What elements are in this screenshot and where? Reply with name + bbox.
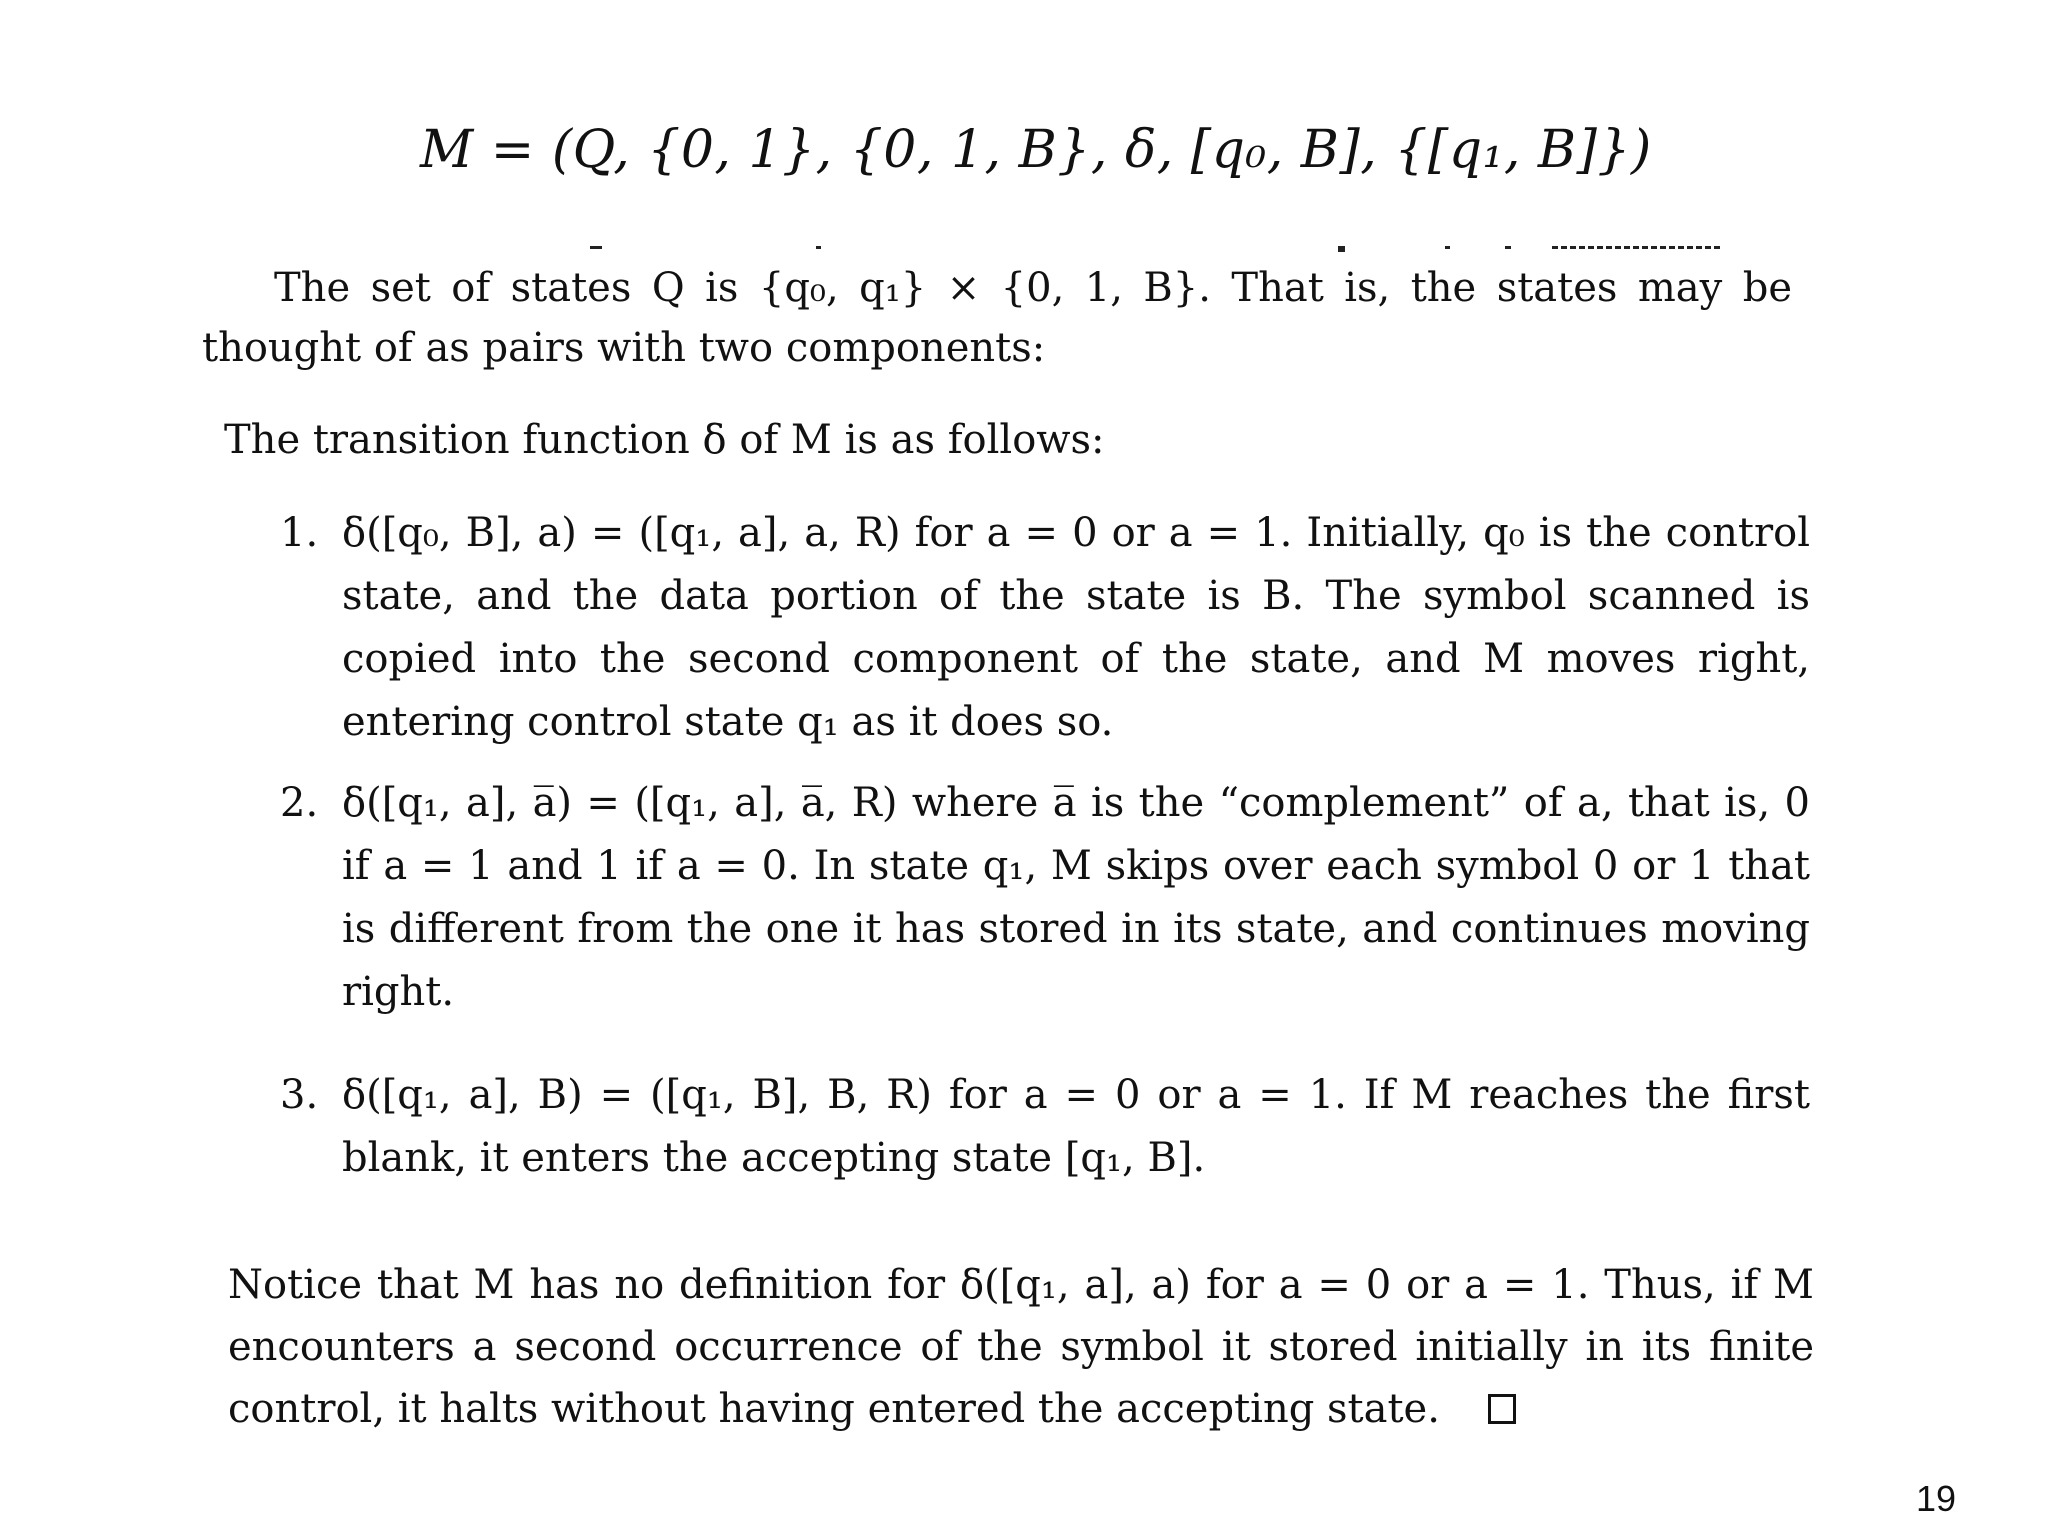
- notice-text: Notice that M has no definition for δ([q₁, a], a) for a = 0 or a = 1. Thus, if M encounters a second occurrence of the symbol it stored initially in its finite control, it halts without having entered the accepting state.: [228, 1262, 1814, 1432]
- scan-mark: [590, 246, 602, 249]
- scan-mark: [816, 246, 821, 249]
- notice-paragraph: [228, 1254, 1814, 1440]
- scan-mark: [1552, 246, 1720, 249]
- scan-mark: [1338, 246, 1345, 252]
- item-text: δ([q₀, B], a) = ([q₁, a], a, R) for a = 0 or a = 1. Initially, q₀ is the control state, and the data portion of the state is B. The symbol scanned is copied into the second component of the state, and M moves right, entering control state q₁ as it does so.: [342, 510, 1810, 745]
- item-text: δ([q₁, a], B) = ([q₁, B], B, R) for a = 0 or a = 1. If M reaches the first blank, it enters the accepting state [q₁, B].: [342, 1072, 1810, 1181]
- item-text: δ([q₁, a], a̅) = ([q₁, a], a̅, R) where a̅ is the “complement” of a, that is, 0 if a = 1 and 1 if a = 0. In state q₁, M skips over each symbol 0 or 1 that is different from the one it has stored in its state, and continues moving right.: [342, 780, 1810, 1015]
- scan-mark: [1445, 246, 1450, 249]
- item-number: 1.: [280, 510, 319, 556]
- transition-item-3: [270, 1064, 1810, 1224]
- machine-definition: M = (Q, {0, 1}, {0, 1, B}, δ, [q₀, B], {[q₁, B]}): [420, 120, 1652, 180]
- transition-list: [270, 502, 1810, 1224]
- transition-item-1: [270, 502, 1810, 772]
- scan-mark: [1505, 246, 1511, 249]
- item-number: 2.: [280, 780, 319, 826]
- states-paragraph: The set of states Q is {q₀, q₁} × {0, 1, B}. That is, the states may be thought of as pairs with two components:: [202, 265, 1792, 371]
- item-number: 3.: [280, 1072, 319, 1118]
- page-number: 19: [1915, 1478, 1956, 1519]
- scan-artifact-marks: [590, 246, 1720, 254]
- transition-intro: The transition function δ of M is as follows:: [224, 417, 1105, 463]
- qed-box-icon: [1488, 1394, 1516, 1424]
- transition-item-2: [270, 772, 1810, 1064]
